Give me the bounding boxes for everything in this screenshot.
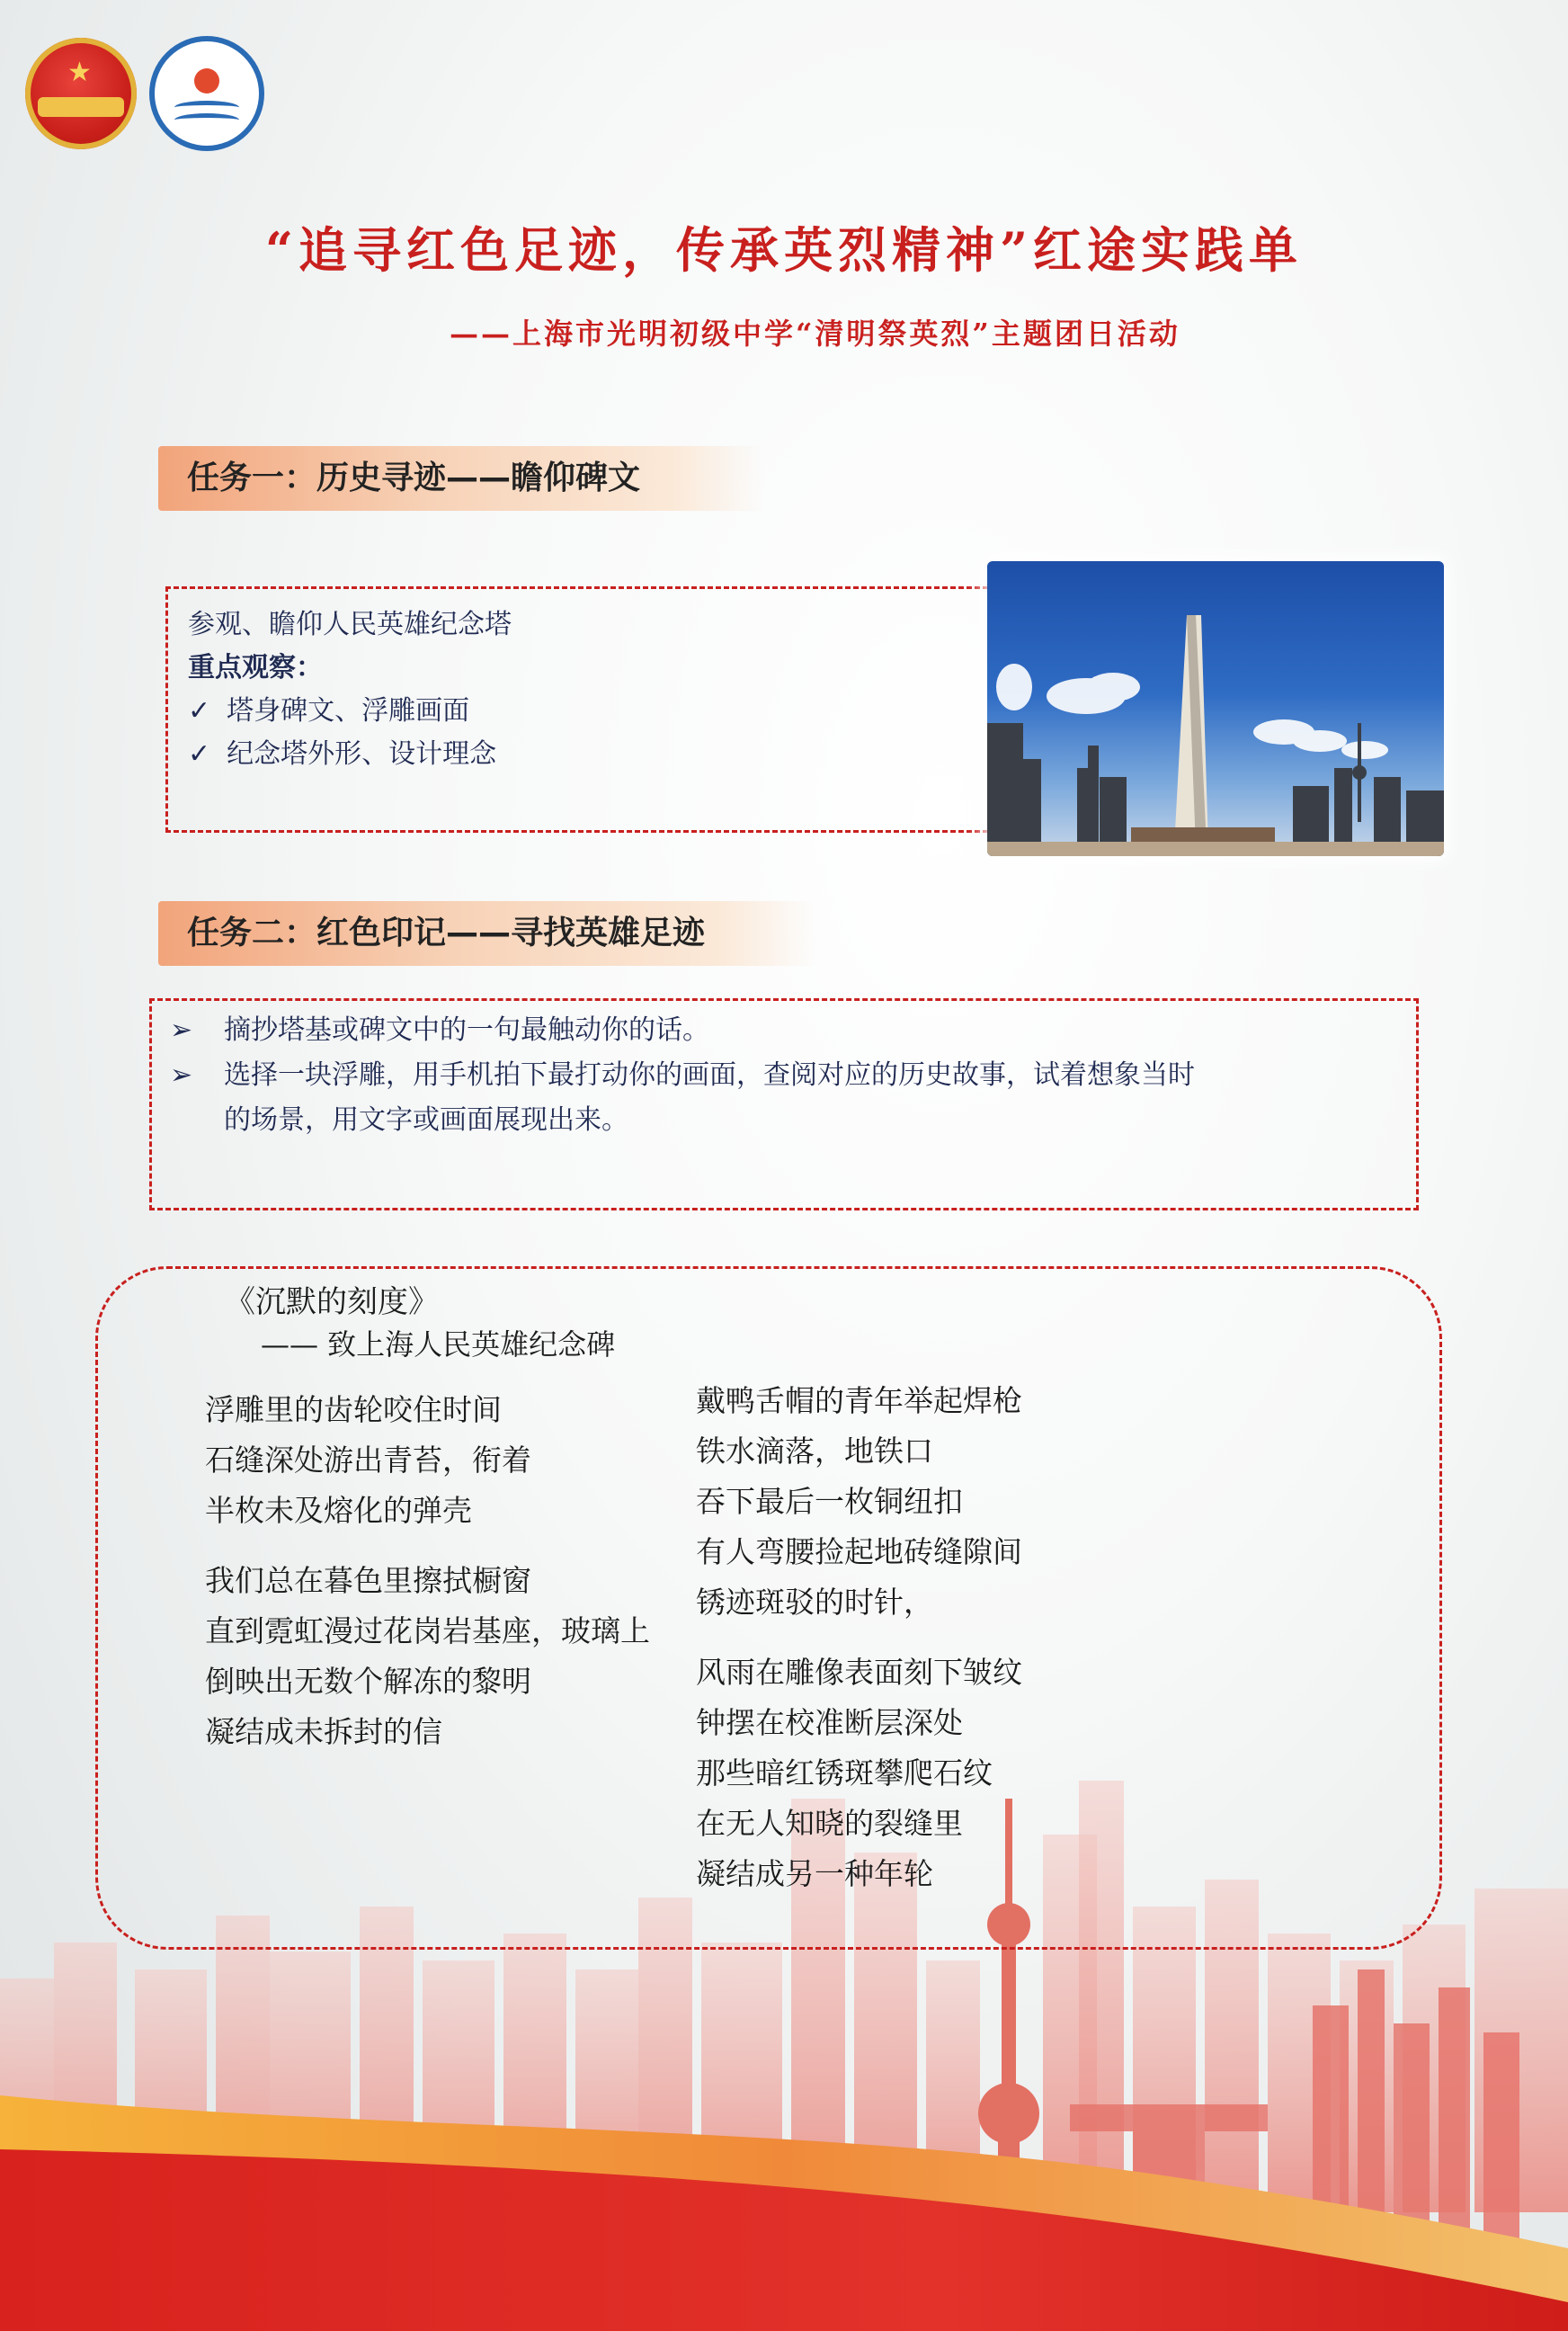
- poem-dedication: —— 致上海人民英雄纪念碑: [261, 1327, 616, 1362]
- check-icon: ✓: [188, 738, 211, 770]
- task1-focus-label: 重点观察：: [188, 652, 323, 683]
- poem-line: 浮雕里的齿轮咬住时间: [205, 1392, 502, 1427]
- monument-photo-drawing: [987, 561, 1444, 856]
- task2-item: [170, 1008, 709, 1053]
- poem-line: 有人弯腰捡起地砖缝隙间: [696, 1534, 1022, 1569]
- task1-point-text: 纪念塔外形、设计理念: [227, 738, 497, 770]
- poem-line: 凝结成另一种年轮: [696, 1856, 933, 1891]
- task2-box: [149, 998, 1419, 1210]
- check-icon: ✓: [188, 695, 211, 727]
- poem-line: 钟摆在校准断层深处: [696, 1705, 963, 1740]
- poem-line: 戴鸭舌帽的青年举起焊枪: [696, 1383, 1022, 1418]
- poem-left-column: [205, 1385, 650, 1757]
- poem-line: 石缝深处游出青苔，衔着: [205, 1442, 531, 1478]
- task2-item-continuation: 的场景，用文字或画面展现出来。: [224, 1104, 628, 1136]
- poem-line: 风雨在雕像表面刻下皱纹: [696, 1655, 1022, 1690]
- task1-point: [188, 688, 469, 728]
- poem-line: 直到霓虹漫过花岗岩基座，玻璃上: [205, 1613, 650, 1648]
- task2-item: [170, 1053, 1393, 1098]
- poem-line: 半枚未及熔化的弹壳: [205, 1493, 472, 1528]
- poem-line: 铁水滴落，地铁口: [696, 1433, 933, 1469]
- page-title: “追寻红色足迹，传承英烈精神”红途实践单: [264, 221, 1304, 279]
- task2-item-text: 摘抄塔基或碑文中的一句最触动你的话。: [224, 1014, 709, 1046]
- poem-line: 那些暗红锈斑攀爬石纹: [696, 1755, 993, 1791]
- poem-line: 我们总在暮色里擦拭橱窗: [205, 1563, 531, 1598]
- task1-intro: 参观、瞻仰人民英雄纪念塔: [188, 609, 512, 640]
- school-emblem-icon: [149, 36, 264, 151]
- poem-right-column: [696, 1376, 1022, 1899]
- poem-line: 凝结成未拆封的信: [205, 1714, 442, 1749]
- poem-line: 吞下最后一枚铜纽扣: [696, 1484, 963, 1519]
- task1-heading: 任务一：历史寻迹——瞻仰碑文: [158, 446, 762, 511]
- arrow-bullet-icon: ➢: [170, 1014, 193, 1046]
- task1-box: [165, 586, 996, 833]
- arrow-bullet-icon: ➢: [170, 1059, 193, 1091]
- monument-photo: [987, 561, 1444, 856]
- youth-league-emblem-icon: ★: [25, 38, 137, 149]
- poem-line: 锈迹斑驳的时针，: [696, 1585, 933, 1620]
- poem-line: 倒映出无数个解冻的黎明: [205, 1664, 531, 1699]
- page-subtitle: ——上海市光明初级中学“清明祭英烈”主题团日活动: [450, 317, 1180, 351]
- task1-point: [188, 731, 496, 771]
- poem-line: 在无人知晓的裂缝里: [696, 1806, 963, 1841]
- task2-heading: 任务二：红色印记——寻找英雄足迹: [158, 901, 816, 966]
- poem-title: 《沉默的刻度》: [225, 1284, 439, 1320]
- task2-item-text: 选择一块浮雕，用手机拍下最打动你的画面，查阅对应的历史故事，试着想象当时: [224, 1059, 1195, 1091]
- task1-point-text: 塔身碑文、浮雕画面: [227, 695, 470, 727]
